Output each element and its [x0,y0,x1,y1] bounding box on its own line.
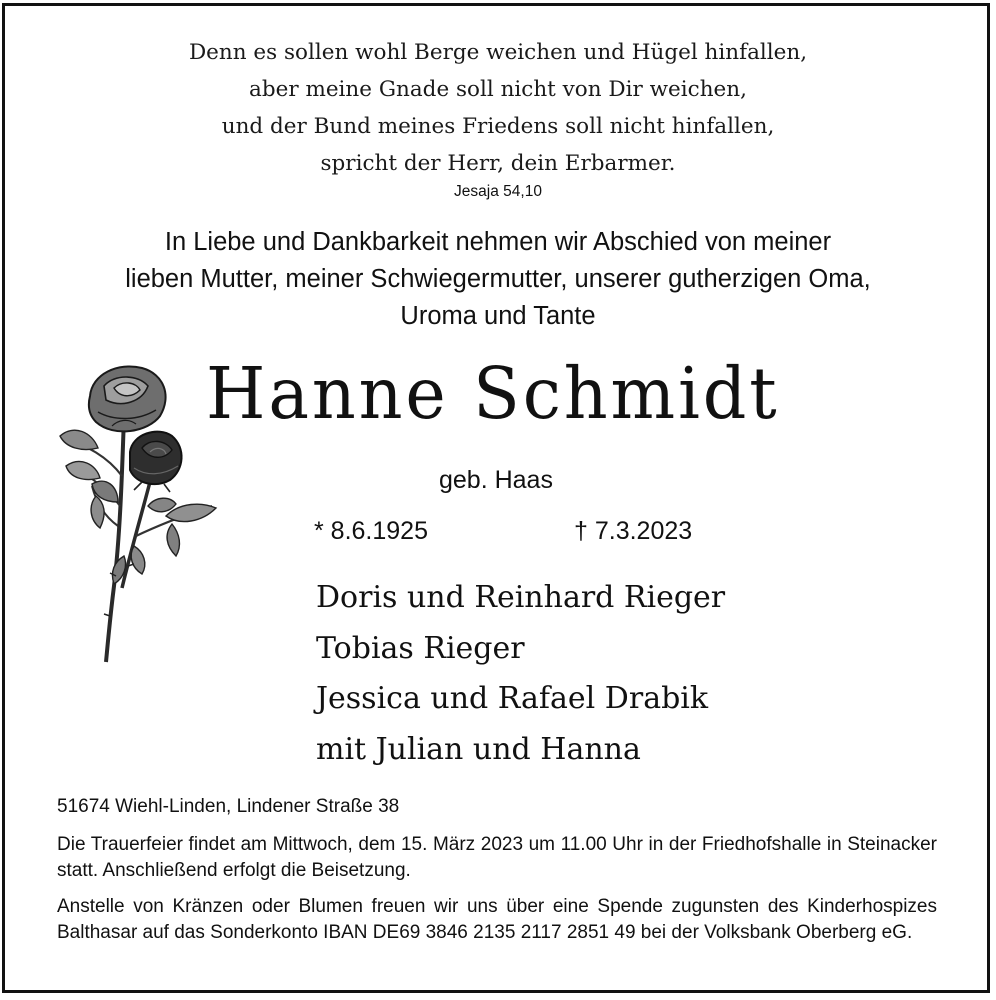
verse-line: und der Bund meines Friedens soll nicht hinfallen, [221,114,775,139]
farewell-intro [0,224,996,335]
funeral-info: Die Trauerfeier findet am Mittwoch, dem 15. März 2023 um 11.00 Uhr in der Friedhofshalle in Steinacker statt. Anschließend erfolgt die Beisetzung. [57,834,937,881]
deceased-name: Hanne Schmidt [206,352,780,435]
verse-line: aber meine Gnade soll nicht von Dir weichen, [249,77,747,102]
verse-line: Denn es sollen wohl Berge weichen und Hügel hinfallen, [188,40,808,65]
verse-reference: Jesaja 54,10 [454,183,542,200]
intro-line: lieben Mutter, meiner Schwiegermutter, unserer gutherzigen Oma, [125,265,871,293]
rose-icon [52,356,222,666]
verse-line: spricht der Herr, dein Erbarmer. [320,151,676,176]
intro-line: Uroma und Tante [400,302,596,330]
mourner-line: Jessica und Rafael Drabik [316,681,709,716]
mourners-list [316,573,725,775]
death-date: † 7.3.2023 [574,517,693,545]
bible-verse [0,34,996,182]
family-address: 51674 Wiehl-Linden, Lindener Straße 38 [57,796,400,817]
birth-date: * 8.6.1925 [314,517,428,545]
maiden-name: geb. Haas [439,466,553,494]
mourner-line: Tobias Rieger [316,630,525,666]
mourner-line: mit Julian und Hanna [316,731,641,767]
intro-line: In Liebe und Dankbarkeit nehmen wir Abschied von meiner [164,228,832,256]
mourner-line: Doris und Reinhard Rieger [316,580,726,615]
donation-info: Anstelle von Kränzen oder Blumen freuen wir uns über eine Spende zugunsten des Kinderhospizes Balthasar auf das Sonderkonto IBAN DE69 3846 2135 2117 2851 49 bei der Volksbank Oberberg eG. [57,896,937,943]
